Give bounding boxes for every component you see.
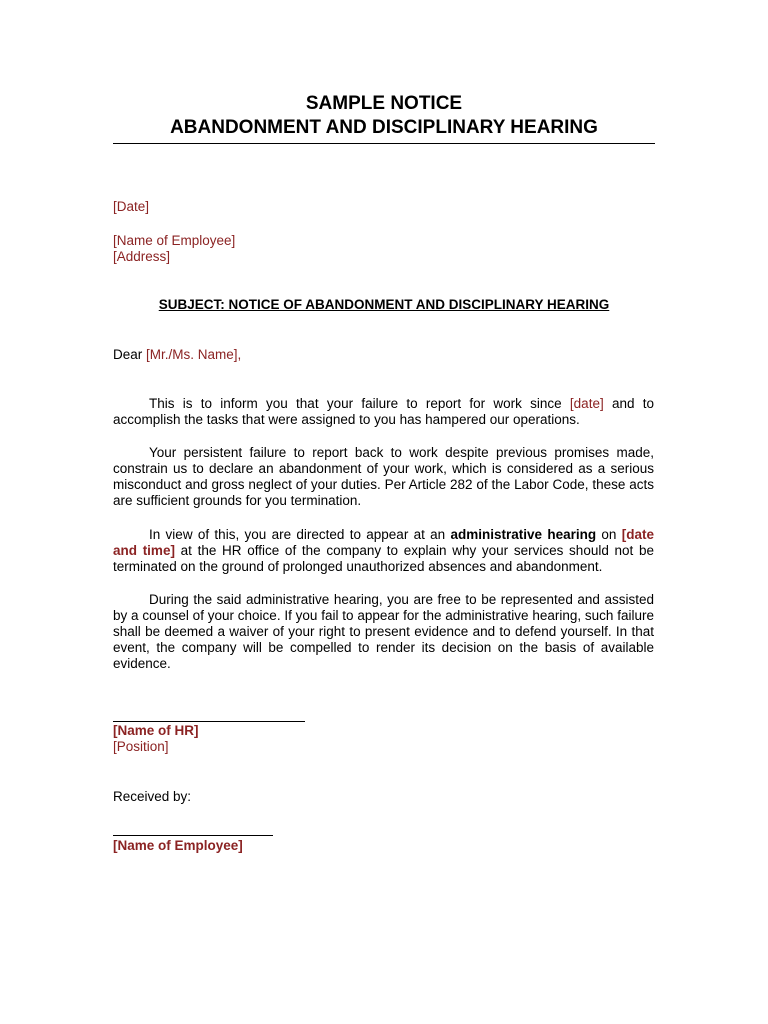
salutation [113,347,654,363]
employee-name-placeholder: [Name of Employee] [113,233,236,248]
title-line-1: SAMPLE NOTICE [305,93,463,114]
employee-signature-line [113,835,273,836]
employee-signature-block [113,838,654,854]
salutation-prefix: Dear [113,347,147,362]
document-title [113,92,655,144]
paragraph-3-hearing: administrative hearing [450,527,597,542]
hr-signature-line [113,721,305,722]
paragraph-1-text-a: This is to inform you that your failure to report for work since [149,396,570,411]
date-placeholder [113,199,654,215]
paragraph-2: Your persistent failure to report back to work despite previous promises made, constrain us to declare an abandonment of your work, which is considered as a serious misconduct and gross neglect of your duties. Per Article 282 of the Labor Code, these acts are sufficient grounds for you termination. [113,445,654,508]
received-by-label: Received by: [113,789,192,804]
salutation-name: [Mr./Ms. Name], [146,347,242,362]
date-text: [Date] [113,199,150,214]
paragraph-1-text-b: and to accomplish the tasks that were assigned to you has hampered our operations. [113,396,654,427]
paragraph-4: During the said administrative hearing, you are free to be represented and assisted by a counsel of your choice. If you fail to appear for the administrative hearing, such failure shall be deemed a waiver of your right to present evidence and to defend yourself. In that event, the company will be compelled to render its decision on the basis of available evidence. [113,592,654,671]
paragraph-3-datetime: [date and time] [113,527,654,558]
address-placeholder: [Address] [113,249,171,264]
subject-line: SUBJECT: NOTICE OF ABANDONMENT AND DISCIPLINARY HEARING [158,297,610,312]
paragraph-3-text-c: at the HR office of the company to explain why your services should not be terminated on the ground of prolonged unauthorized absences and abandonment. [113,543,654,574]
title-line-2: ABANDONMENT AND DISCIPLINARY HEARING [170,117,598,138]
paragraph-3-text-b: on [596,527,622,542]
paragraph-3-text-a: In view of this, you are directed to appear at an [149,527,451,542]
employee-signature-name: [Name of Employee] [113,838,243,853]
recipient-block [113,233,654,265]
paragraph-3 [113,527,654,575]
hr-signature-block [113,723,654,755]
paragraph-1 [113,396,654,428]
hr-position-placeholder: [Position] [113,739,169,754]
hr-name-placeholder: [Name of HR] [113,723,199,738]
paragraph-1-date: [date] [569,396,604,411]
